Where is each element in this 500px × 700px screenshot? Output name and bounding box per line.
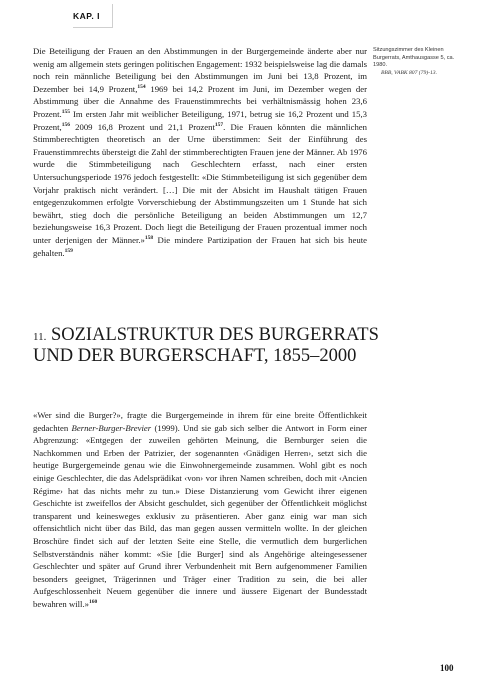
text-segment: Die Beteiligung der Frauen an den Abstimmungen in der Burgergemeinde änderte aber nur wenig am allgemein stets geringen politischen Engagement: 1932 beispielsweise lag die damals noch rein männliche Beteiligung bei den Abstimmungen im Juni bei 13,8 Prozent, im Dezember bei 14,9 Prozent, xyxy=(33,46,367,94)
book-title: Berner-Burger-Brevier xyxy=(71,422,152,433)
text-segment: Im ersten Jahr mit weiblicher Beteiligung, 1971, betrug sie 16,2 Prozent und 15,3 Prozent, xyxy=(33,108,367,132)
text-segment: «Wer sind die Burger?», fragte die Burgergemeinde in ihrem für eine breite Öffentlichkeit gedachten xyxy=(33,410,367,433)
footnote-ref[interactable]: 158 xyxy=(144,235,154,242)
section-number: 11. xyxy=(33,331,47,343)
body-paragraph-1 xyxy=(33,45,367,259)
text-segment: 2009 16,8 Prozent und 21,1 Prozent xyxy=(69,121,215,132)
footnote-ref[interactable]: 154 xyxy=(137,83,146,90)
footnote-ref[interactable]: 156 xyxy=(61,121,70,128)
chapter-label: KAP. I xyxy=(73,11,100,21)
body-paragraph-2 xyxy=(33,409,367,611)
footnote-ref[interactable]: 159 xyxy=(64,247,73,254)
text-segment: Die mindere Partizipation der Frauen hat sich bis heute gehalten. xyxy=(33,234,367,258)
text-segment: . Die Frauen könnten die männlichen Stimmberechtigten theoretisch an der Urne überstimmen: Seit der Einführung des Frauenstimmrechts übersteigt die Zahl der stimmberechtigten Frauen jene der Männer. Ab 1976 wurde die Stimmbeteiligung nach Geschlechtern erfasst, nach einer ersten Untersuchungsperiode 1976 jedoch festgestellt: «Die Stimmbeteiligung ist sich gegenüber dem Vorjahr praktisch nicht verändert. […] Die mit der Absicht im Haushalt tätigen Frauen entgegenzukommen erfolgte Vorverschiebung der Abstimmungszeiten um 1 Stunde hat sich bewährt, stieg doch die persönliche Beteiligung an beiden Abstimmungen um 12,7 beziehungsweise 16,3 Prozent. Doch liegt die Beteiligung der Frauen prozentual immer noch unter derjenigen der Männer.» xyxy=(33,121,367,245)
caption-text: Sitzungszimmer des Kleinen Burgerrats, Amthausgasse 5, ca. 1980. xyxy=(373,47,455,69)
caption-source: BBB, VABK 807 (79)-13. xyxy=(381,69,437,76)
footnote-ref[interactable]: 160 xyxy=(88,599,98,606)
text-segment: 1969 bei 14,2 Prozent im Juni, im Dezember wegen der Abstimmung über die Annahme des Frauenstimmrechts bei verhältnismässig hohen 23,6 Prozent. xyxy=(33,83,367,119)
footnote-ref[interactable]: 155 xyxy=(61,109,70,116)
margin-caption xyxy=(373,47,463,77)
section-title: SOZIALSTRUKTUR DES BURGERRATS UND DER BURGERSCHAFT, 1855–2000 xyxy=(33,325,379,366)
section-heading xyxy=(33,326,413,366)
page-number: 100 xyxy=(440,663,454,673)
footnote-ref[interactable]: 157 xyxy=(214,121,224,128)
text-segment: (1999). Und sie gab sich selber die Antwort in Form einer Abgrenzung: «Entgegen der zuweilen gehörten Meinung, die Bernburger seien die Nachkommen und Erben der Patrizier, der sogenannten ‹Gnädigen Herren›, setzt sich die heutige Burgergemeinde genau wie die Einwohnergemeinde zusammen. Wohl gibt es noch einige Geschlechter, die das Adelsprädikat ‹von› vor ihren Namen schreiben, doch mit ‹Ancien Régime› hat das nichts mehr zu tun.» Diese Distanzierung vom Gewicht ihrer eigenen Geschichte ist zweifellos der Absicht geschuldet, sich gegenüber der Öffentlichkeit möglichst transparent und keinesweges exklusiv zu präsentieren. Aber ganz einig war man sich offensichtlich nicht über das Bild, das man gegen aussen vermitteln wollte. In der gleichen Broschüre findet sich auf der letzten Seite eine Stelle, die vermutlich dem burgerlichen Selbstverständnis näher kommt: «Sie [die Burger] sind als Angehörige alteingesessener Geschlechter und später auf Grund ihrer Verbundenheit mit Bern aufgenommener Familien besonders geeignet, Trägerinnen und Träger einer Tradition zu sein, die bei aller Aufgeschlossenheit Neuem gegenüber die innere und äussere Eigenart der Bundesstadt bewahren will.» xyxy=(33,422,367,609)
